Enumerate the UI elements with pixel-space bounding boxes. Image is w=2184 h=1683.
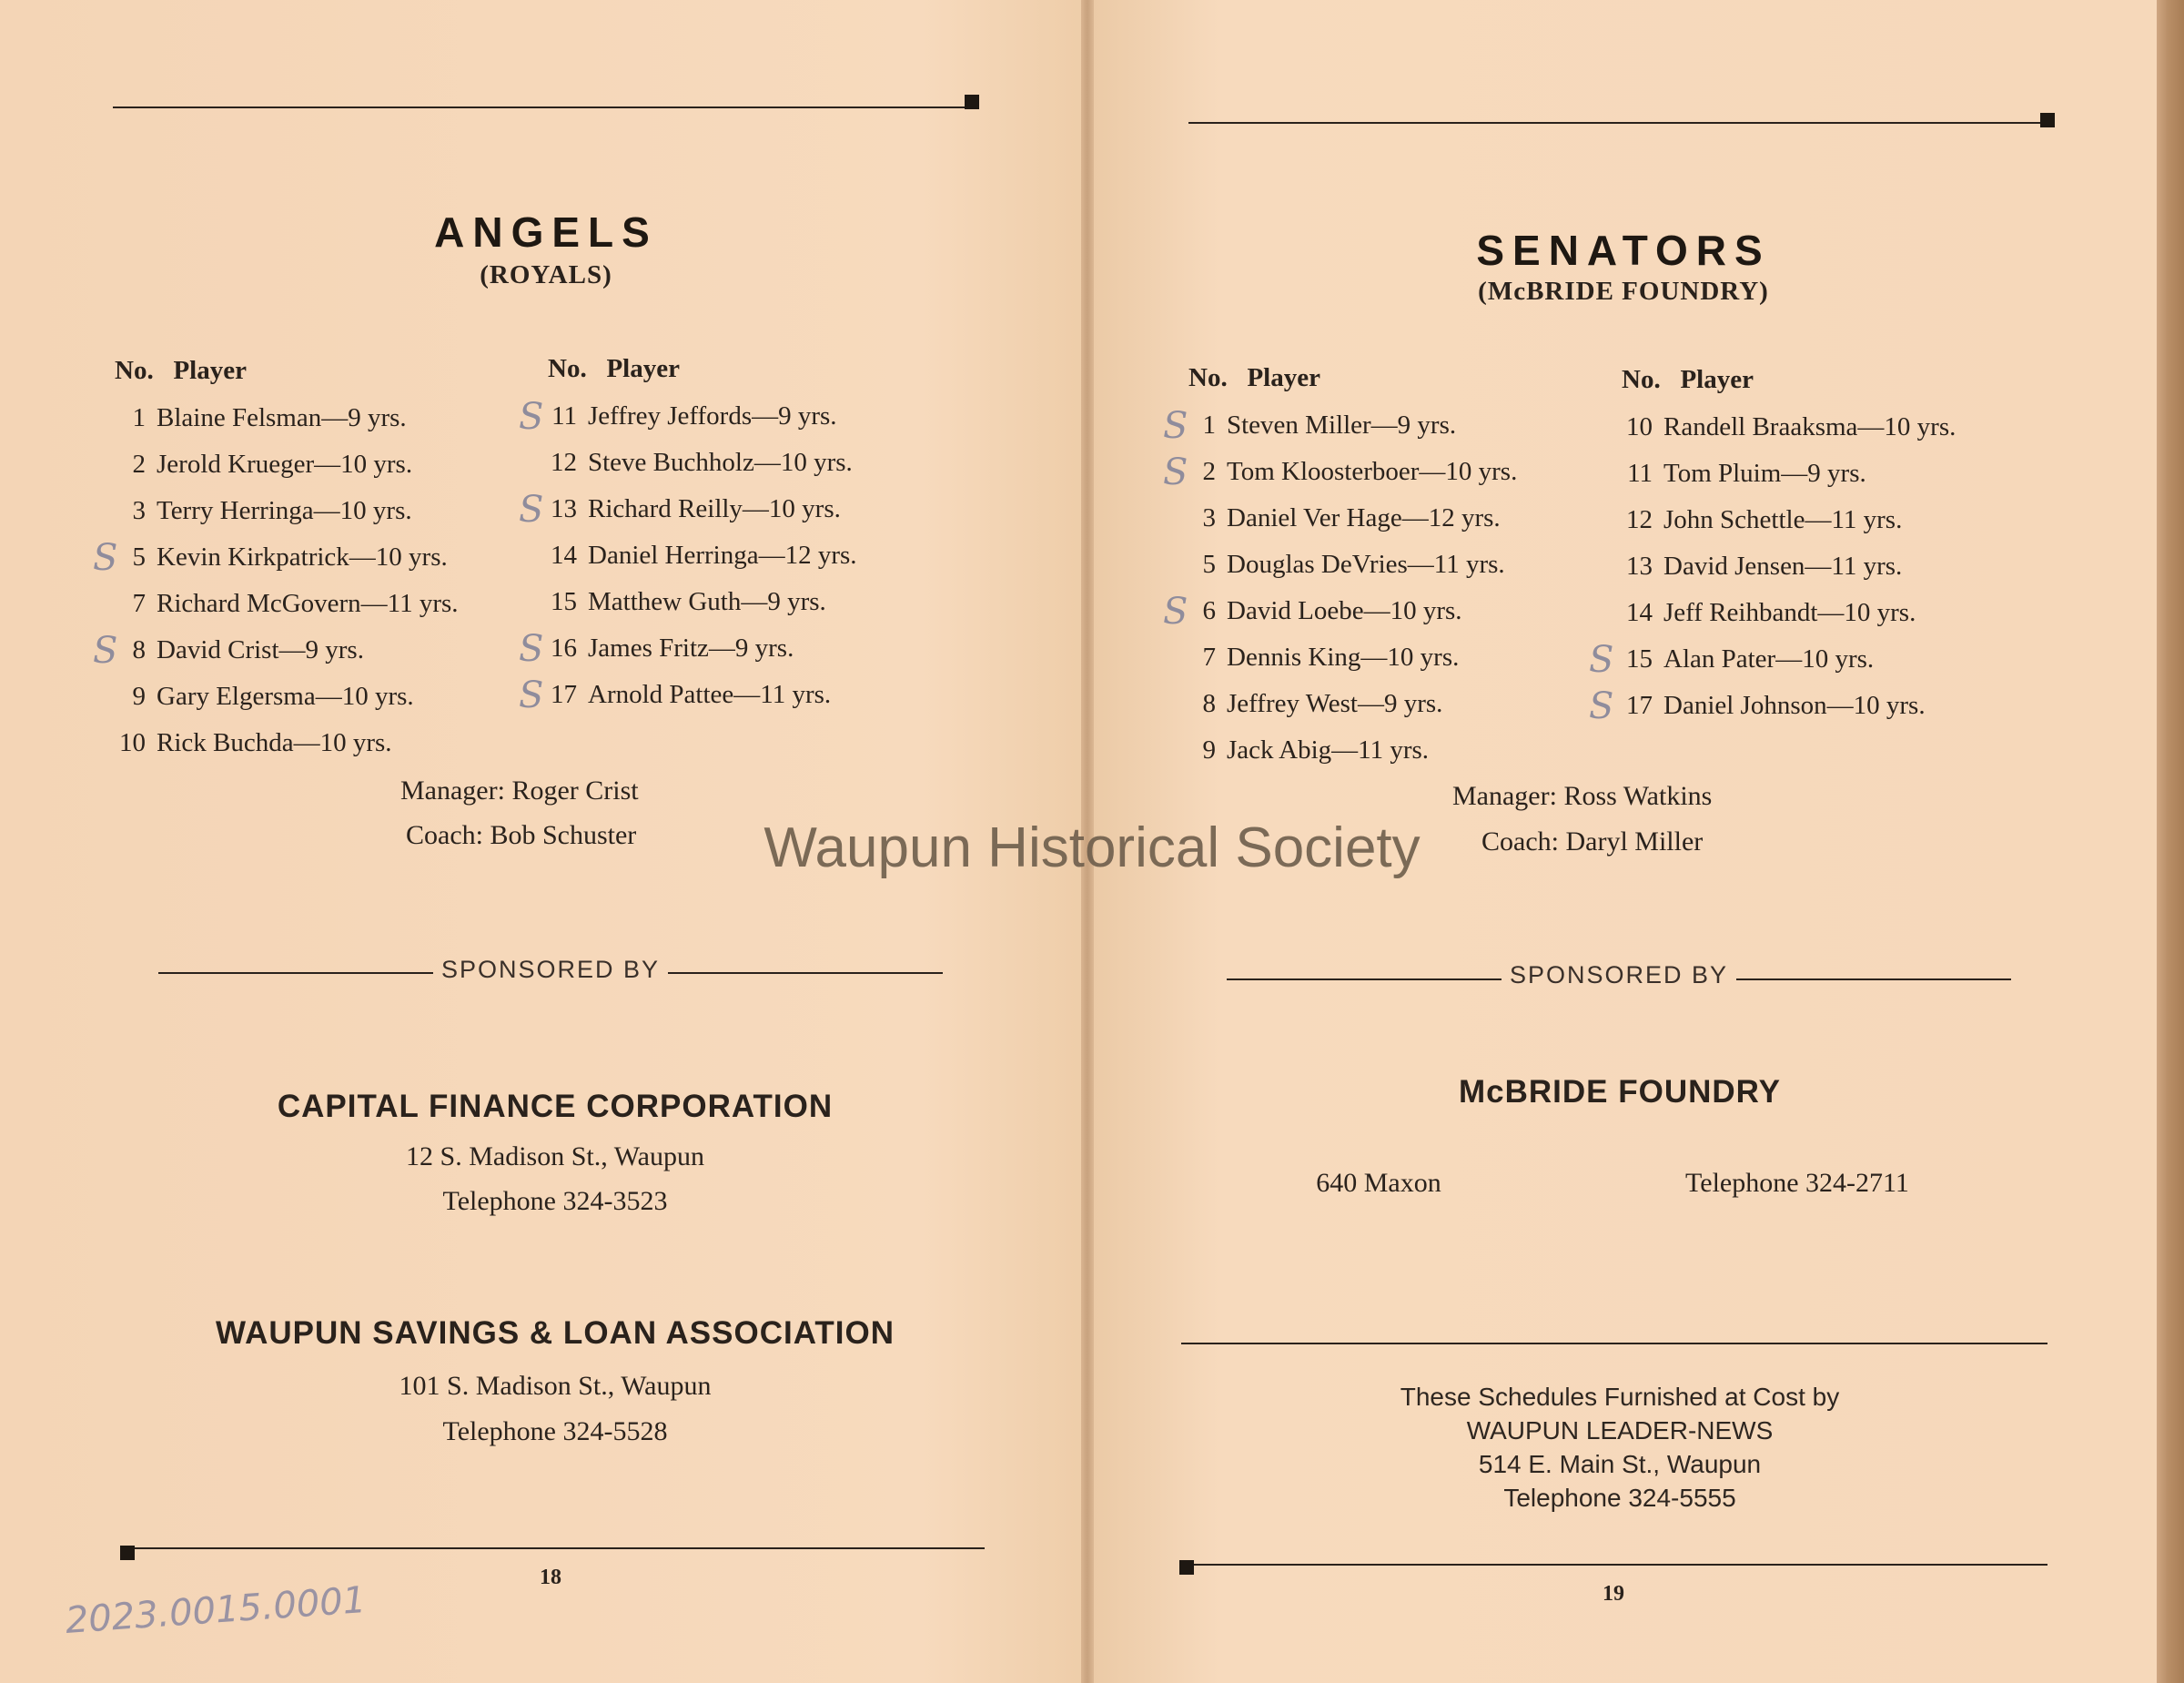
bottom-rule-right	[1194, 1564, 2048, 1566]
player-number: 9	[1202, 735, 1216, 765]
player-name: Blaine Felsman—9 yrs.	[157, 403, 407, 432]
player-name: Rick Buchda—10 yrs.	[157, 728, 392, 757]
handwritten-mark: S	[93, 630, 118, 672]
roster-row	[109, 441, 459, 488]
player-name: David Crist—9 yrs.	[157, 635, 364, 664]
credit-line: Telephone 324-5555	[1503, 1484, 1736, 1512]
team-alias-mcbride: (McBRIDE FOUNDRY)	[1478, 277, 1769, 306]
roster-row	[1183, 634, 1517, 681]
player-name: Jeffrey Jeffords—9 yrs.	[588, 401, 837, 431]
player-number: 6	[1202, 596, 1216, 625]
sponsor-rule-left	[158, 972, 433, 974]
roster-list	[93, 395, 459, 766]
roster-row	[537, 532, 857, 579]
player-name: Richard McGovern—11 yrs.	[157, 589, 459, 618]
player-number: 17	[551, 680, 577, 709]
player-name: Dennis King—10 yrs.	[1227, 643, 1460, 672]
player-number: 8	[1202, 689, 1216, 718]
player-name: Kevin Kirkpatrick—10 yrs.	[157, 542, 448, 572]
player-number: 15	[1626, 644, 1653, 674]
top-rule-left	[113, 106, 965, 108]
roster-row	[519, 672, 857, 718]
roster-row	[109, 395, 459, 441]
player-name: Matthew Guth—9 yrs.	[588, 587, 826, 616]
handwritten-mark: S	[1163, 405, 1188, 447]
credit-rule	[1181, 1343, 2048, 1344]
player-number: 16	[551, 634, 577, 663]
roster-row	[109, 581, 459, 627]
manager-line: Manager: Ross Watkins	[1452, 781, 1713, 811]
handwritten-mark: S	[93, 537, 118, 579]
team-title-senators: SENATORS	[1476, 227, 1771, 274]
roster-row	[109, 720, 459, 766]
player-name: Douglas DeVries—11 yrs.	[1227, 550, 1505, 579]
player-number: 2	[132, 450, 146, 479]
player-name: Jerold Krueger—10 yrs.	[157, 450, 413, 479]
player-name: Daniel Ver Hage—12 yrs.	[1227, 503, 1501, 532]
player-number: 11	[551, 401, 577, 431]
roster-row	[1589, 636, 1956, 683]
roster-row	[1183, 727, 1517, 774]
handwritten-mark: S	[1589, 639, 1614, 681]
roster-list	[1589, 404, 1956, 729]
sponsor-rule-left	[1227, 978, 1502, 980]
player-name: David Jensen—11 yrs.	[1663, 552, 1903, 581]
player-number: 15	[551, 587, 577, 616]
player-number: 1	[132, 403, 146, 432]
player-number: 7	[132, 589, 146, 618]
player-number: 12	[551, 448, 577, 477]
page-number: 19	[1603, 1582, 1624, 1606]
player-number: 3	[132, 496, 146, 525]
player-number: 5	[1202, 550, 1216, 579]
player-name: Richard Reilly—10 yrs.	[588, 494, 841, 523]
roster-row	[519, 486, 857, 532]
rule-end-marker	[2040, 113, 2055, 127]
coach-line: Coach: Bob Schuster	[406, 820, 637, 850]
player-number: 13	[551, 494, 577, 523]
column-header: No. Player	[115, 356, 247, 385]
sponsor-rule-right	[668, 972, 943, 974]
roster-list	[1163, 402, 1518, 774]
roster-row	[519, 393, 857, 440]
player-number: 10	[119, 728, 146, 757]
handwritten-mark: S	[1589, 685, 1614, 727]
player-number: 12	[1626, 505, 1653, 534]
roster-row	[1183, 681, 1517, 727]
page-number: 18	[540, 1566, 561, 1589]
sponsor-phone: Telephone 324-5528	[442, 1416, 668, 1446]
player-name: Arnold Pattee—11 yrs.	[588, 680, 832, 709]
roster-row	[537, 579, 857, 625]
roster-row	[1589, 683, 1956, 729]
player-number: 7	[1202, 643, 1216, 672]
player-name: Daniel Herringa—12 yrs.	[588, 541, 857, 570]
credit-block	[1256, 1380, 1984, 1515]
roster-row	[1183, 495, 1517, 542]
column-header: No. Player	[1188, 363, 1320, 392]
rule-end-marker	[965, 95, 979, 109]
manager-line: Manager: Roger Crist	[400, 776, 639, 806]
roster-row	[1613, 590, 1956, 636]
roster-row	[1163, 588, 1517, 634]
player-name: Jeffrey West—9 yrs.	[1227, 689, 1443, 718]
player-number: 8	[132, 635, 146, 664]
roster-list	[519, 393, 857, 718]
roster-row	[93, 627, 459, 674]
handwritten-mark: S	[1163, 591, 1188, 633]
handwritten-mark: S	[519, 396, 544, 438]
rule-end-marker	[1179, 1560, 1194, 1575]
handwritten-mark: S	[519, 674, 544, 716]
player-number: 1	[1202, 411, 1216, 440]
roster-row	[1613, 543, 1956, 590]
player-name: Tom Pluim—9 yrs.	[1663, 459, 1866, 488]
sponsor-address: 12 S. Madison St., Waupun	[406, 1141, 704, 1171]
player-name: David Loebe—10 yrs.	[1227, 596, 1462, 625]
player-name: Daniel Johnson—10 yrs.	[1663, 691, 1926, 720]
player-number: 10	[1626, 412, 1653, 441]
credit-line: These Schedules Furnished at Cost by	[1400, 1383, 1840, 1411]
player-name: Randell Braaksma—10 yrs.	[1663, 412, 1956, 441]
column-header: No. Player	[548, 354, 680, 383]
column-header: No. Player	[1622, 365, 1754, 394]
roster-row	[537, 440, 857, 486]
player-name: Alan Pater—10 yrs.	[1663, 644, 1875, 674]
handwritten-mark: S	[519, 628, 544, 670]
player-number: 14	[551, 541, 577, 570]
roster-row	[1163, 449, 1518, 495]
catalog-number: 2023.0015.0001	[64, 1578, 368, 1642]
player-name: Steve Buchholz—10 yrs.	[588, 448, 853, 477]
rule-end-marker	[120, 1546, 135, 1560]
player-number: 3	[1202, 503, 1216, 532]
player-name: Tom Kloosterboer—10 yrs.	[1227, 457, 1518, 486]
roster-row	[93, 534, 459, 581]
handwritten-mark: S	[519, 489, 544, 531]
roster-row	[1183, 542, 1517, 588]
player-name: Jack Abig—11 yrs.	[1227, 735, 1430, 765]
roster-row	[109, 488, 459, 534]
coach-line: Coach: Daryl Miller	[1481, 826, 1704, 857]
sponsored-by-label: SPONSORED BY	[1509, 961, 1729, 989]
roster-row	[519, 625, 857, 672]
player-name: Steven Miller—9 yrs.	[1227, 411, 1457, 440]
sponsor-name: WAUPUN SAVINGS & LOAN ASSOCIATION	[216, 1315, 895, 1351]
credit-line: WAUPUN LEADER-NEWS	[1466, 1416, 1774, 1445]
sponsor-address: 640 Maxon	[1316, 1168, 1441, 1198]
player-name: James Fritz—9 yrs.	[588, 634, 794, 663]
player-name: Gary Elgersma—10 yrs.	[157, 682, 414, 711]
bottom-rule-left	[135, 1547, 985, 1549]
top-rule-right	[1188, 122, 2040, 124]
handwritten-mark: S	[1163, 451, 1188, 493]
sponsored-by-label: SPONSORED BY	[440, 956, 661, 983]
credit-line: 514 E. Main St., Waupun	[1478, 1450, 1762, 1478]
player-number: 2	[1202, 457, 1216, 486]
team-title-angels: ANGELS	[434, 208, 658, 256]
sponsor-name: CAPITAL FINANCE CORPORATION	[277, 1089, 834, 1124]
watermark: Waupun Historical Society	[763, 816, 1421, 879]
player-number: 14	[1626, 598, 1653, 627]
sponsor-phone: Telephone 324-2711	[1685, 1168, 1909, 1198]
sponsor-name: McBRIDE FOUNDRY	[1459, 1074, 1781, 1110]
sponsor-phone: Telephone 324-3523	[442, 1186, 668, 1216]
player-number: 9	[132, 682, 146, 711]
player-number: 5	[132, 542, 146, 572]
roster-row	[1613, 451, 1956, 497]
player-number: 17	[1626, 691, 1653, 720]
sponsor-rule-right	[1736, 978, 2011, 980]
player-name: John Schettle—11 yrs.	[1663, 505, 1903, 534]
roster-row	[1613, 497, 1956, 543]
roster-row	[109, 674, 459, 720]
roster-row	[1163, 402, 1517, 449]
player-number: 13	[1626, 552, 1653, 581]
team-alias-royals: (ROYALS)	[480, 260, 612, 289]
player-name: Terry Herringa—10 yrs.	[157, 496, 412, 525]
player-number: 11	[1627, 459, 1653, 488]
sponsor-address: 101 S. Madison St., Waupun	[399, 1371, 712, 1401]
player-name: Jeff Reihbandt—10 yrs.	[1663, 598, 1916, 627]
roster-row	[1613, 404, 1956, 451]
